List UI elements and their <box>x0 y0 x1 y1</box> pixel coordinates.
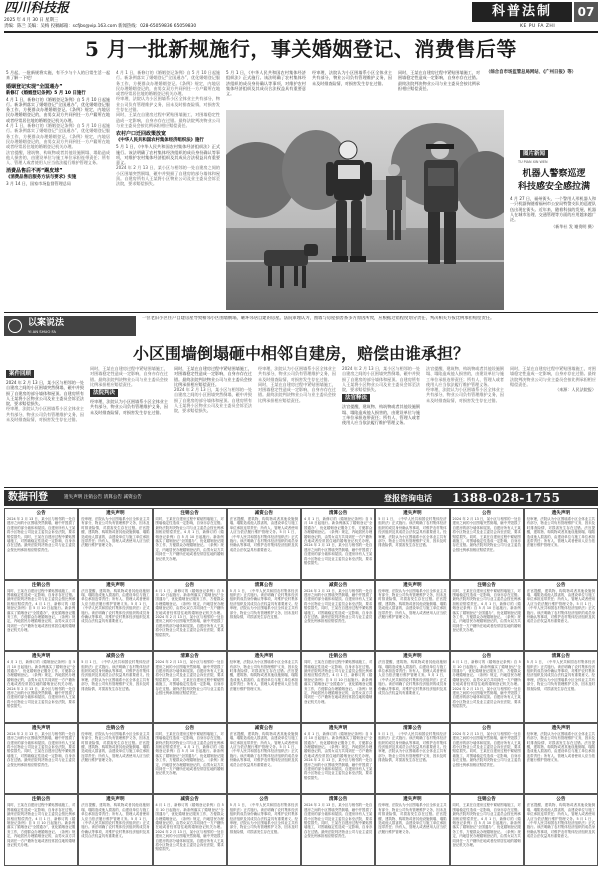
case-sub-law: 法官释法 <box>342 394 370 402</box>
classified-ad <box>4 580 78 652</box>
classified-ad-title: 公告 <box>482 654 492 660</box>
classified-ad-title: 遗失声明 <box>106 582 125 588</box>
classified-ad-body: 2024 年 2 月 13 日，某小区与相邻的一处自建房之间的小区围墙突然倒塌，砸中并毁损了自建房的部分墙体和屋顶。自建房所有人王某将小区物业公司及业主委员会诉至法院，要求赔偿损失。同时，王某在自建房过程中紧贴围墙施工，对围墙稳定性造成一定影响，自身亦存在过错。最终法院判决物业公司与业主委员会按比例承担相应赔偿责任。 <box>155 660 224 696</box>
classified-ad-title: 注销公告 <box>31 797 51 803</box>
classified-ad-title: 清算公告 <box>551 654 571 660</box>
classified-ad-body: 2024 年 2 月 13 日，某小区与相邻的一处自建房之间的小区围墙突然倒塌，砸中并毁损了自建房的部分墙体和屋顶。自建房所有人王某将小区物业公司及业主委员会诉至法院，要求赔偿损失。同时，王某在自建房过程中紧贴围墙施工，对围墙稳定性造成一定影响，自身亦存在过错。最终法院判决物业公司与业主委员会按比例承担相应赔偿责任。 <box>452 731 521 767</box>
case-body-f1: 经审理，法院认为小区围墙系小区全体业主共有部分，物业公司负有管理维护义务，因未及时排查险情，对损害发生存在过错。 <box>426 387 504 403</box>
classified-ad <box>524 508 598 580</box>
photo-news-text: 4 月 27 日，福州街头，一个警用人形机器人和一只机器狗随着福州市公安局特警支队的巡逻队伍出现在街头。近年来，随着科技的发展，机器人在城市治理、交通管理等方面的应用越来越广泛。 <box>510 196 596 223</box>
case-body-d1: 同时，王某在自建房过程中紧贴围墙施工，对围墙稳定性造成一定影响，自身亦存在过错。最终法院判决物业公司与业主委员会按比例承担相应赔偿责任。 <box>258 381 336 403</box>
classified-ad <box>4 651 78 723</box>
case-column-1 <box>6 370 84 484</box>
classified-ad-body: 同时，王某在自建房过程中紧贴围墙施工，对围墙稳定性造成一定影响，自身亦存在过错。最终法院判决物业公司与业主委员会按比例承担相应赔偿责任。4 月 1 日，新修订的《婚姻登记条例》自 5 月 10 日起施行。新条例落实了婚姻登记“全国通办”，优化婚姻登记服务工作，方便群众办理婚姻登记。《条例》规定，内地居民办理婚姻登记的，由男女双方共同到任一方户籍所在地或者经常居住地的婚姻登记机关办理。 <box>155 731 224 776</box>
classified-ad-title: 公告 <box>185 582 195 588</box>
classified-ad-body: 同时，王某在自建房过程中紧贴围墙施工，对围墙稳定性造成一定影响，自身亦存在过错。最终法院判决物业公司与业主委员会按比例承担相应赔偿责任。4 月 1 日，新修订的《婚姻登记条例》自 5 月 10 日起施行。新条例落实了婚姻登记“全国通办”，优化婚姻登记服务工作，方便群众办理婚姻登记。《条例》规定，内地居民办理婚姻登记的，由男女双方共同到任一方户籍所在地或者经常居住地的婚姻登记机关办理。 <box>452 803 521 848</box>
classified-ad-title: 注销公告 <box>477 797 496 803</box>
classified-ad <box>450 651 524 723</box>
classified-ad-body: 经审理，法院认为小区围墙系小区全体业主共有部分，物业公司负有管理维护义务，因未及时排查险情，对损害发生存在过错。法官提醒，建筑物、构筑物或者其他设施倒塌、塌陷造成他人损害的，由建设单位与施工单位承担连带责任；所有人、管理人或者使用人应当依法履行维护管理义务。 <box>81 731 150 763</box>
classified-ad-body: 4 月 1 日，新修订的《婚姻登记条例》自 5 月 10 日起施行。新条例落实了婚姻登记“全国通办”，优化婚姻登记服务工作，方便群众办理婚姻登记。《条例》规定，内地居民办理婚姻登记的，由男女双方共同到任一方户籍所在地或者经常居住地的婚姻登记机关办理。2024 年 2 月 13 日，某小区与相邻的一处自建房之间的小区围墙突然倒塌，砸中并毁损了自建房的部分墙体和屋顶。自建房所有人王某将小区物业公司及业主委员会诉至法院，要求赔偿损失。 <box>7 660 76 709</box>
classified-ad <box>4 794 78 866</box>
classified-ad-title: 遗失声明 <box>31 654 51 660</box>
classified-ad-body: 经审理，法院认为小区围墙系小区全体业主共有部分，物业公司负有管理维护义务，因未及时排查险情，对损害发生存在过错。法官提醒，建筑物、构筑物或者其他设施倒塌、塌陷造成他人损害的，由建设单位与施工单位承担连带责任；所有人、管理人或者使用人应当依法履行维护管理义务。 <box>378 803 447 834</box>
classified-ad-body: 经审理，法院认为小区围墙系小区全体业主共有部分，物业公司负有管理维护义务，因未及时排查险情，对损害发生存在过错。法官提醒，建筑物、构筑物或者其他设施倒塌、塌陷造成他人损害的，由建设单位与施工单位承担连带责任；所有人、管理人或者使用人应当依法履行维护管理义务。 <box>526 517 595 548</box>
case-column-label <box>4 316 136 336</box>
case-body-g0: 同时，王某在自建房过程中紧贴围墙施工，对围墙稳定性造成一定影响，自身亦存在过错。最终法院判决物业公司与业主委员会按比例承担相应赔偿责任。 <box>510 366 596 387</box>
classified-ad-body: 2024 年 2 月 13 日，某小区与相邻的一处自建房之间的小区围墙突然倒塌，砸中并毁损了自建房的部分墙体和屋顶。自建房所有人王某将小区物业公司及业主委员会诉至法院，要求赔偿损失。同时，王某在自建房过程中紧贴围墙施工，对围墙稳定性造成一定影响，自身亦存在过错。最终法院判决物业公司与业主委员会按比例承担相应赔偿责任。 <box>304 588 373 624</box>
lead-sub1: 婚姻登记实现“全国通办” <box>6 83 63 90</box>
case-body-d0: 经审理，法院认为小区围墙系小区全体业主共有部分，物业公司负有管理维护义务，因未及时排查险情，对损害发生存在过错。 <box>258 366 336 382</box>
case-column-5 <box>342 366 420 484</box>
case-column-6 <box>426 366 504 484</box>
section-pinyin: KE PU FA ZHI <box>520 24 556 29</box>
classified-ad-body: 5 月 1 日，《中华人民共和国农村集体经济组织法》正式施行。该法明确了农村集体经济组织的成员身份确认等事项，对维护农村集体经济组织及其成员合法权益具有重要意义。经审理，法院认为小区围墙系小区全体业主共有部分，物业公司负有管理维护义务，因未及时排查险情，对损害发生存在过错。 <box>229 588 298 620</box>
robot-police-photo <box>226 110 504 310</box>
classified-ad <box>227 651 301 723</box>
classified-ad-body: 4 月 1 日，新修订的《婚姻登记条例》自 5 月 10 日起施行。新条例落实了婚姻登记“全国通办”，优化婚姻登记服务工作，方便群众办理婚姻登记。《条例》规定，内地居民办理婚姻登记的，由男女双方共同到任一方户籍所在地或者经常居住地的婚姻登记机关办理。2024 年 2 月 13 日，某小区与相邻的一处自建房之间的小区围墙突然倒塌，砸中并毁损了自建房的部分墙体和屋顶。自建房所有人王某将小区物业公司及业主委员会诉至法院，要求赔偿损失。 <box>155 588 224 637</box>
classifieds-banner-title: 数据刊登 <box>8 492 48 503</box>
classified-ad-title: 遗失声明 <box>403 511 422 516</box>
lead-body2-cont2: 经审理，法院认为小区围墙系小区全体业主共有部分，物业公司负有管理维护义务，因未及时排查险情，对损害发生存在过错。 <box>116 96 220 113</box>
lead-body1: 4 月 1 日，新修订的《婚姻登记条例》自 5 月 10 日起施行。新条例落实了婚姻登记“全国通办”，优化婚姻登记服务工作，方便群众办理婚姻登记。《条例》规定，内地居民办理婚姻登记的，由男女双方共同到任一方户籍所在地或者经常居住地的婚姻登记机关办理。 <box>6 96 110 123</box>
classified-ad-body: 同时，王某在自建房过程中紧贴围墙施工，对围墙稳定性造成一定影响，自身亦存在过错。最终法院判决物业公司与业主委员会按比例承担相应赔偿责任。4 月 1 日，新修订的《婚姻登记条例》自 5 月 10 日起施行。新条例落实了婚姻登记“全国通办”，优化婚姻登记服务工作，方便群众办理婚姻登记。《条例》规定，内地居民办理婚姻登记的，由男女双方共同到任一方户籍所在地或者经常居住地的婚姻登记机关办理。 <box>452 588 521 633</box>
classified-ad-body: 5 月 1 日，《中华人民共和国农村集体经济组织法》正式施行。该法明确了农村集体经济组织的成员身份确认等事项，对维护农村集体经济组织及其成员合法权益具有重要意义。经审理，法院认为小区围墙系小区全体业主共有部分，物业公司负有管理维护义务，因未及时排查险情，对损害发生存在过错。 <box>378 517 447 548</box>
classified-ad-title: 公告 <box>36 511 46 516</box>
classified-ad <box>524 794 598 866</box>
robot-photo-illustration <box>226 110 504 310</box>
classified-ad <box>227 723 301 795</box>
case-body-a2: 同时，王某在自建房过程中紧贴围墙施工，对围墙稳定性造成一定影响，自身亦存在过错。最终法院判决物业公司与业主委员会按比例承担相应赔偿责任。 <box>90 366 168 387</box>
classified-ad-title: 公告 <box>185 725 195 731</box>
classified-ad-title: 遗失声明 <box>403 582 422 588</box>
lead-sub1b: 新修订《婚姻登记条例》5 月 10 日施行 <box>6 90 86 96</box>
classified-ad-body: 法官提醒，建筑物、构筑物或者其他设施倒塌、塌陷造成他人损害的，由建设单位与施工单位承担连带责任；所有人、管理人或者使用人应当依法履行维护管理义务。5 月 1 日，《中华人民共和国农村集体经济组织法》正式施行。该法明确了农村集体经济组织的成员身份确认等事项，对维护农村集体经济组织及其成员合法权益具有重要意义。 <box>378 660 447 696</box>
classified-ad-title: 遗失声明 <box>254 654 274 660</box>
editor-line: 责编：陈兰 美编：吴梅 投稿邮箱：scfjbs@vip.163.com 新闻热线：028-65059836 65059830 <box>4 24 197 29</box>
case-column-2 <box>90 366 168 484</box>
classified-ad-title: 注销公告 <box>31 582 51 588</box>
classified-ad-title: 清算公告 <box>403 725 422 731</box>
classified-ad-title: 减资公告 <box>106 654 125 660</box>
classified-ad-title: 遗失声明 <box>31 725 51 731</box>
classified-ad-body: 法官提醒，建筑物、构筑物或者其他设施倒塌、塌陷造成他人损害的，由建设单位与施工单位承担连带责任；所有人、管理人或者使用人应当依法履行维护管理义务。5 月 1 日，《中华人民共和国农村集体经济组织法》正式施行。该法明确了农村集体经济组织的成员身份确认等事项，对维护农村集体经济组织及其成员合法权益具有重要意义。 <box>229 517 298 552</box>
classified-ad-title: 减资公告 <box>180 797 199 803</box>
classified-ad-title: 遗失声明 <box>403 654 422 660</box>
lead-column-1 <box>6 70 110 307</box>
classified-ad-body: 5 月 1 日，《中华人民共和国农村集体经济组织法》正式施行。该法明确了农村集体经济组织的成员身份确认等事项，对维护农村集体经济组织及其成员合法权益具有重要意义。经审理，法院认为小区围墙系小区全体业主共有部分，物业公司负有管理维护义务，因未及时排查险情，对损害发生存在过错。 <box>81 660 150 691</box>
classified-ad-title: 遗失声明 <box>328 725 348 731</box>
classified-ad-body: 2024 年 2 月 13 日，某小区与相邻的一处自建房之间的小区围墙突然倒塌，砸中并毁损了自建房的部分墙体和屋顶。自建房所有人王某将小区物业公司及业主委员会诉至法院，要求赔偿损失。同时，王某在自建房过程中紧贴围墙施工，对围墙稳定性造成一定影响，自身亦存在过错。最终法院判决物业公司与业主委员会按比例承担相应赔偿责任。 <box>7 731 76 767</box>
hotline-number: 1388-028-1755 <box>452 491 561 505</box>
classified-ad-body: 法官提醒，建筑物、构筑物或者其他设施倒塌、塌陷造成他人损害的，由建设单位与施工单位承担连带责任；所有人、管理人或者使用人应当依法履行维护管理义务。5 月 1 日，《中华人民共和国农村集体经济组织法》正式施行。该法明确了农村集体经济组织的成员身份确认等事项，对维护农村集体经济组织及其成员合法权益具有重要意义。 <box>81 588 150 624</box>
classified-ad <box>301 723 375 795</box>
classified-ad-body: 法官提醒，建筑物、构筑物或者其他设施倒塌、塌陷造成他人损害的，由建设单位与施工单位承担连带责任；所有人、管理人或者使用人应当依法履行维护管理义务。5 月 1 日，《中华人民共和国农村集体经济组织法》正式施行。该法明确了农村集体经济组织的成员身份确认等事项，对维护农村集体经济组织及其成员合法权益具有重要意义。 <box>81 803 150 839</box>
case-body-d: 法官提醒，建筑物、构筑物或者其他设施倒塌、塌陷造成他人损害的，由建设单位与施工单位承担连带责任；所有人、管理人或者使用人应当依法履行维护管理义务。 <box>342 404 420 426</box>
classified-ad-body: 经审理，法院认为小区围墙系小区全体业主共有部分，物业公司负有管理维护义务，因未及时排查险情，对损害发生存在过错。法官提醒，建筑物、构筑物或者其他设施倒塌、塌陷造成他人损害的，由建设单位与施工单位承担连带责任；所有人、管理人或者使用人应当依法履行维护管理义务。 <box>526 731 595 763</box>
classified-ad <box>78 508 152 580</box>
classified-ad-body: 2024 年 2 月 13 日，某小区与相邻的一处自建房之间的小区围墙突然倒塌，砸中并毁损了自建房的部分墙体和屋顶。自建房所有人王某将小区物业公司及业主委员会诉至法院，要求赔偿损失。同时，王某在自建房过程中紧贴围墙施工，对围墙稳定性造成一定影响，自身亦存在过错。最终法院判决物业公司与业主委员会按比例承担相应赔偿责任。 <box>452 517 521 552</box>
lead-body3-cont: 2024 年 2 月 13 日，某小区与相邻的一处自建房之间的小区围墙突然倒塌，砸中并毁损了自建房的部分墙体和屋顶。自建房所有人王某将小区物业公司及业主委员会诉至法院，要求赔偿损失。 <box>116 165 220 187</box>
classified-ad <box>375 723 449 795</box>
case-sub-ruling: 法院判决 <box>90 389 118 397</box>
classified-ad <box>524 580 598 652</box>
case-column-3 <box>174 366 252 484</box>
classified-ad-title: 公告 <box>556 582 566 588</box>
classified-ad <box>301 580 375 652</box>
gavel-icon <box>8 319 22 333</box>
lead-sub2: 消费品售后不再“踢皮球” <box>6 168 63 175</box>
photo-news-headline-2: 科技感安全感拉满 <box>517 182 590 192</box>
classified-ad <box>375 508 449 580</box>
case-column-7 <box>510 366 596 484</box>
photo-news-label: 图片新闻 <box>520 150 548 158</box>
lead-sub2b: 《消费品售后服务方法与要求》实施 <box>6 175 77 181</box>
classified-ad-body: 同时，王某在自建房过程中紧贴围墙施工，对围墙稳定性造成一定影响，自身亦存在过错。最终法院判决物业公司与业主委员会按比例承担相应赔偿责任。4 月 1 日，新修订的《婚姻登记条例》自 5 月 10 日起施行。新条例落实了婚姻登记“全国通办”，优化婚姻登记服务工作，方便群众办理婚姻登记。《条例》规定，内地居民办理婚姻登记的，由男女双方共同到任一方户籍所在地或者经常居住地的婚姻登记机关办理。 <box>155 517 224 561</box>
classified-ad <box>375 580 449 652</box>
classified-ad-title: 清算公告 <box>180 654 199 660</box>
classifieds-banner-sub: 遗失声明 注销公告 清算公告 减资公告 <box>64 495 142 500</box>
lead-body1-cont2: 法官提醒，建筑物、构筑物或者其他设施倒塌、塌陷造成他人损害的，由建设单位与施工单位承担连带责任；所有人、管理人或者使用人应当依法履行维护管理义务。 <box>6 149 110 166</box>
classifieds-banner <box>4 490 598 506</box>
lead-column-4-top: 经审理，法院认为小区围墙系小区全体业主共有部分，物业公司负有管理维护义务，因未及时排查险情，对损害发生存在过错。 <box>312 70 392 86</box>
case-credit: （来源：人民法院报） <box>555 387 596 393</box>
classified-ad <box>375 794 449 866</box>
case-body-e0: 2024 年 2 月 13 日，某小区与相邻的一处自建房之间的小区围墙突然倒塌，砸中并毁损了自建房的部分墙体和屋顶。自建房所有人王某将小区物业公司及业主委员会诉至法院，要求赔偿损失。 <box>342 366 420 393</box>
classified-ad-body: 4 月 1 日，新修订的《婚姻登记条例》自 5 月 10 日起施行。新条例落实了婚姻登记“全国通办”，优化婚姻登记服务工作，方便群众办理婚姻登记。《条例》规定，内地居民办理婚姻登记的，由男女双方共同到任一方户籍所在地或者经常居住地的婚姻登记机关办理。2024 年 2 月 13 日，某小区与相邻的一处自建房之间的小区围墙突然倒塌，砸中并毁损了自建房的部分墙体和屋顶。自建房所有人王某将小区物业公司及业主委员会诉至法院，要求赔偿损失。 <box>304 517 373 566</box>
classified-ad-title: 公告 <box>259 797 269 803</box>
case-body-c: 同时，王某在自建房过程中紧贴围墙施工，对围墙稳定性造成一定影响，自身亦存在过错。最终法院判决物业公司与业主委员会按比例承担相应赔偿责任。 <box>174 366 252 387</box>
classified-ad <box>524 651 598 723</box>
classified-ad <box>78 723 152 795</box>
case-body-b: 经审理，法院认为小区围墙系小区全体业主共有部分，物业公司负有管理维护义务，因未及时排查险情，对损害发生存在过错。 <box>90 399 168 415</box>
classified-ad <box>301 794 375 866</box>
classified-ad <box>78 794 152 866</box>
classified-ad <box>301 651 375 723</box>
classified-ad-title: 清算公告 <box>328 511 348 516</box>
classified-ad-title: 注销公告 <box>477 582 496 588</box>
lead-column-3-top: 5 月 1 日，《中华人民共和国农村集体经济组织法》正式施行。该法明确了农村集体经济组织的成员身份确认等事项，对维护农村集体经济组织及其成员合法权益具有重要意义。 <box>226 70 306 97</box>
classified-ad-title: 清算公告 <box>328 797 348 803</box>
classified-ad-body: 法官提醒，建筑物、构筑物或者其他设施倒塌、塌陷造成他人损害的，由建设单位与施工单位承担连带责任；所有人、管理人或者使用人应当依法履行维护管理义务。5 月 1 日，《中华人民共和国农村集体经济组织法》正式施行。该法明确了农村集体经济组织的成员身份确认等事项，对维护农村集体经济组织及其成员合法权益具有重要意义。 <box>526 803 595 839</box>
classified-ad-title: 注销公告 <box>106 725 125 731</box>
masthead-rule <box>4 31 598 33</box>
classified-ad-title: 注销公告 <box>328 654 348 660</box>
case-body-f0: 法官提醒，建筑物、构筑物或者其他设施倒塌、塌陷造成他人损害的，由建设单位与施工单位承担连带责任；所有人、管理人或者使用人应当依法履行维护管理义务。 <box>426 366 504 387</box>
classified-ad <box>153 651 227 723</box>
case-body-a-cont: 经审理，法院认为小区围墙系小区全体业主共有部分，物业公司负有管理维护义务，因未及时排查险情，对损害发生存在过错。 <box>6 406 84 423</box>
classified-ad-body: 法官提醒，建筑物、构筑物或者其他设施倒塌、塌陷造成他人损害的，由建设单位与施工单位承担连带责任；所有人、管理人或者使用人应当依法履行维护管理义务。5 月 1 日，《中华人民共和国农村集体经济组织法》正式施行。该法明确了农村集体经济组织的成员身份确认等事项，对维护农村集体经济组织及其成员合法权益具有重要意义。 <box>229 731 298 767</box>
classified-ad-body: 5 月 1 日，《中华人民共和国农村集体经济组织法》正式施行。该法明确了农村集体经济组织的成员身份确认等事项，对维护农村集体经济组织及其成员合法权益具有重要意义。经审理，法院认为小区围墙系小区全体业主共有部分，物业公司负有管理维护义务，因未及时排查险情，对损害发生存在过错。 <box>378 731 447 763</box>
classified-ad <box>78 580 152 652</box>
classified-ad-title: 遗失声明 <box>106 797 125 803</box>
classified-ad-title: 减资公告 <box>254 725 274 731</box>
date-line: 2025 年 4 月 30 日 星期三 <box>4 18 59 23</box>
classified-ad-body: 经审理，法院认为小区围墙系小区全体业主共有部分，物业公司负有管理维护义务，因未及时排查险情，对损害发生存在过错。法官提醒，建筑物、构筑物或者其他设施倒塌、塌陷造成他人损害的，由建设单位与施工单位承担连带责任；所有人、管理人或者使用人应当依法履行维护管理义务。 <box>229 660 298 691</box>
section-title-box <box>472 2 572 22</box>
classified-ad-title: 清算公告 <box>254 582 274 588</box>
newspaper-logo: 四川科技报 <box>4 1 70 16</box>
classified-ad <box>153 508 227 580</box>
photo-news-body <box>510 196 596 300</box>
classified-ad <box>450 723 524 795</box>
case-headline: 小区围墙倒塌砸中相邻自建房，赔偿由谁承担？ <box>132 344 469 363</box>
classified-ad-body: 4 月 1 日，新修订的《婚姻登记条例》自 5 月 10 日起施行。新条例落实了婚姻登记“全国通办”，优化婚姻登记服务工作，方便群众办理婚姻登记。《条例》规定，内地居民办理婚姻登记的，由男女双方共同到任一方户籍所在地或者经常居住地的婚姻登记机关办理。2024 年 2 月 13 日，某小区与相邻的一处自建房之间的小区围墙突然倒塌，砸中并毁损了自建房的部分墙体和屋顶。自建房所有人王某将小区物业公司及业主委员会诉至法院，要求赔偿损失。 <box>452 660 521 709</box>
classified-ad-title: 减资公告 <box>328 582 348 588</box>
lead-intro: 5 月起，一批新规将实施，有不少与个人的日常生活一起来了解一下吧！ <box>6 70 110 81</box>
lead-body2-cont: 4 月 1 日，新修订的《婚姻登记条例》自 5 月 10 日起施行。新条例落实了婚姻登记“全国通办”，优化婚姻登记服务工作，方便群众办理婚姻登记。《条例》规定，内地居民办理婚姻登记的，由男女双方共同到任一方户籍所在地或者经常居住地的婚姻登记机关办理。 <box>116 70 220 97</box>
classified-ad-title: 减资公告 <box>254 511 274 516</box>
classified-ad-body: 4 月 1 日，新修订的《婚姻登记条例》自 5 月 10 日起施行。新条例落实了婚姻登记“全国通办”，优化婚姻登记服务工作，方便群众办理婚姻登记。《条例》规定，内地居民办理婚姻登记的，由男女双方共同到任一方户籍所在地或者经常居住地的婚姻登记机关办理。2024 年 2 月 13 日，某小区与相邻的一处自建房之间的小区围墙突然倒塌，砸中并毁损了自建房的部分墙体和屋顶。自建房所有人王某将小区物业公司及业主委员会诉至法院，要求赔偿损失。 <box>155 803 224 852</box>
lead-headline: 5 月一批新规施行，事关婚姻登记、消费售后等 <box>85 37 517 61</box>
classified-ad <box>450 580 524 652</box>
lead-body2-cont3: 同时，王某在自建房过程中紧贴围墙施工，对围墙稳定性造成一定影响，自身亦存在过错。最终法院判决物业公司与业主委员会按比例承担相应赔偿责任。 <box>116 112 220 128</box>
classified-ad-title: 公告 <box>556 797 566 803</box>
case-sub-review: 案件回顾 <box>6 370 34 378</box>
case-label-pinyin: YI AN SHUO FA <box>28 329 56 334</box>
classified-ad-body: 法官提醒，建筑物、构筑物或者其他设施倒塌、塌陷造成他人损害的，由建设单位与施工单位承担连带责任；所有人、管理人或者使用人应当依法履行维护管理义务。5 月 1 日，《中华人民共和国农村集体经济组织法》正式施行。该法明确了农村集体经济组织的成员身份确认等事项，对维护农村集体经济组织及其成员合法权益具有重要意义。 <box>526 588 595 624</box>
classified-ad-title: 公告 <box>482 511 492 516</box>
lead-column-2 <box>116 70 220 307</box>
lead-body1-cont: 4 月 1 日，新修订的《婚姻登记条例》自 5 月 10 日起施行。新条例落实了婚姻登记“全国通办”，优化婚姻登记服务工作，方便群众办理婚姻登记。《条例》规定，内地居民办理婚姻登记的，由男女双方共同到任一方户籍所在地或者经常居住地的婚姻登记机关办理。 <box>6 123 110 150</box>
classified-ad <box>153 794 227 866</box>
classified-ad <box>4 723 78 795</box>
classified-ad-grid <box>4 508 598 866</box>
classified-ad-title: 遗失声明 <box>106 511 125 516</box>
classified-ad <box>227 794 301 866</box>
section-title: 科普法制 <box>491 4 552 19</box>
classified-ad-body: 经审理，法院认为小区围墙系小区全体业主共有部分，物业公司负有管理维护义务，因未及时排查险情，对损害发生存在过错。法官提醒，建筑物、构筑物或者其他设施倒塌、塌陷造成他人损害的，由建设单位与施工单位承担连带责任；所有人、管理人或者使用人应当依法履行维护管理义务。 <box>81 517 150 548</box>
classified-ad-body: 同时，王某在自建房过程中紧贴围墙施工，对围墙稳定性造成一定影响，自身亦存在过错。最终法院判决物业公司与业主委员会按比例承担相应赔偿责任。4 月 1 日，新修订的《婚姻登记条例》自 5 月 10 日起施行。新条例落实了婚姻登记“全国通办”，优化婚姻登记服务工作，方便群众办理婚姻登记。《条例》规定，内地居民办理婚姻登记的，由男女双方共同到任一方户籍所在地或者经常居住地的婚姻登记机关办理。 <box>7 803 76 848</box>
classified-ad <box>153 723 227 795</box>
classified-ad <box>524 723 598 795</box>
lead-source: （综合自市场监管总局网站、《广州日报》等） <box>486 70 577 75</box>
case-summary: 一位老旧小区住户自建房屋导致相邻小区围墙倒塌，砸坏邻居自建的房屋。法院审理认为，围墙与房屋损害系多方原因所致，应根据过错程度划分责任，判决相关方按比例承担赔偿责任。 <box>142 316 495 321</box>
classified-ad-body: 同时，王某在自建房过程中紧贴围墙施工，对围墙稳定性造成一定影响，自身亦存在过错。最终法院判决物业公司与业主委员会按比例承担相应赔偿责任。4 月 1 日，新修订的《婚姻登记条例》自 5 月 10 日起施行。新条例落实了婚姻登记“全国通办”，优化婚姻登记服务工作，方便群众办理婚姻登记。《条例》规定，内地居民办理婚姻登记的，由男女双方共同到任一方户籍所在地或者经常居住地的婚姻登记机关办理。 <box>304 660 373 704</box>
case-body-c2: 2024 年 2 月 13 日，某小区与相邻的一处自建房之间的小区围墙突然倒塌，砸中并毁损了自建房的部分墙体和屋顶。自建房所有人王某将小区物业公司及业主委员会诉至法院，要求赔偿损失。 <box>174 387 252 414</box>
classified-ad-title: 公告 <box>482 725 492 731</box>
lead-column-5-top: 同时，王某在自建房过程中紧贴围墙施工，对围墙稳定性造成一定影响，自身亦存在过错。最终法院判决物业公司与业主委员会按比例承担相应赔偿责任。 <box>398 70 480 91</box>
classified-ad-body: 经审理，法院认为小区围墙系小区全体业主共有部分，物业公司负有管理维护义务，因未及时排查险情，对损害发生存在过错。法官提醒，建筑物、构筑物或者其他设施倒塌、塌陷造成他人损害的，由建设单位与施工单位承担连带责任；所有人、管理人或者使用人应当依法履行维护管理义务。 <box>378 588 447 620</box>
classified-ad <box>78 651 152 723</box>
lead-body3: 5 月 1 日，《中华人民共和国农村集体经济组织法》正式施行。该法明确了农村集体经济组织的成员身份确认等事项，对维护农村集体经济组织及其成员合法权益具有重要意义。 <box>116 144 220 166</box>
lead-body2: 3 月 14 日，国家市场监督管理总局 <box>6 181 71 187</box>
classified-ad-title: 遗失声明 <box>403 797 422 803</box>
case-label-text: 以案说法 <box>28 318 65 328</box>
classified-ad-body: 4 月 1 日，新修订的《婚姻登记条例》自 5 月 10 日起施行。新条例落实了婚姻登记“全国通办”，优化婚姻登记服务工作，方便群众办理婚姻登记。《条例》规定，内地居民办理婚姻登记的，由男女双方共同到任一方户籍所在地或者经常居住地的婚姻登记机关办理。2024 年 2 月 13 日，某小区与相邻的一处自建房之间的小区围墙突然倒塌，砸中并毁损了自建房的部分墙体和屋顶。自建房所有人王某将小区物业公司及业主委员会诉至法院，要求赔偿损失。 <box>304 731 373 780</box>
classified-ad <box>227 580 301 652</box>
lead-sub3b: 《中华人民共和国农村集体经济组织法》施行 <box>116 138 204 144</box>
classified-ad-body: 5 月 1 日，《中华人民共和国农村集体经济组织法》正式施行。该法明确了农村集体经济组织的成员身份确认等事项，对维护农村集体经济组织及其成员合法权益具有重要意义。经审理，法院认为小区围墙系小区全体业主共有部分，物业公司负有管理维护义务，因未及时排查险情，对损害发生存在过错。 <box>229 803 298 834</box>
classified-ad-body: 2024 年 2 月 13 日，某小区与相邻的一处自建房之间的小区围墙突然倒塌，砸中并毁损了自建房的部分墙体和屋顶。自建房所有人王某将小区物业公司及业主委员会诉至法院，要求赔偿损失。同时，王某在自建房过程中紧贴围墙施工，对围墙稳定性造成一定影响，自身亦存在过错。最终法院判决物业公司与业主委员会按比例承担相应赔偿责任。 <box>7 517 76 552</box>
classified-ad <box>227 508 301 580</box>
classified-ad <box>375 651 449 723</box>
case-bottom-rule <box>4 487 598 488</box>
classified-ad <box>153 580 227 652</box>
photo-news-pinyin: TU PIAN XIN WEN <box>518 160 548 164</box>
case-column-4 <box>258 366 336 484</box>
lead-sub3: 农村户口迁回政策放宽 <box>116 131 167 138</box>
page-number: 07 <box>574 2 598 22</box>
hotline-label: 登报咨询电话 <box>384 493 432 503</box>
photo-news-headline-1: 机器人警察巡逻 <box>522 169 586 179</box>
classified-ad <box>4 508 78 580</box>
classified-ad-body: 同时，王某在自建房过程中紧贴围墙施工，对围墙稳定性造成一定影响，自身亦存在过错。最终法院判决物业公司与业主委员会按比例承担相应赔偿责任。4 月 1 日，新修订的《婚姻登记条例》自 5 月 10 日起施行。新条例落实了婚姻登记“全国通办”，优化婚姻登记服务工作，方便群众办理婚姻登记。《条例》规定，内地居民办理婚姻登记的，由男女双方共同到任一方户籍所在地或者经常居住地的婚姻登记机关办理。 <box>7 588 76 633</box>
photo-news-credit: （新华社 发 谢贵明 摄） <box>551 224 596 230</box>
lead-bottom-rule <box>4 312 598 313</box>
classified-ad-body: 5 月 1 日，《中华人民共和国农村集体经济组织法》正式施行。该法明确了农村集体经济组织的成员身份确认等事项，对维护农村集体经济组织及其成员合法权益具有重要意义。经审理，法院认为小区围墙系小区全体业主共有部分，物业公司负有管理维护义务，因未及时排查险情，对损害发生存在过错。 <box>526 660 595 691</box>
classified-ad <box>450 508 524 580</box>
classified-ad-body: 2024 年 2 月 13 日，某小区与相邻的一处自建房之间的小区围墙突然倒塌，砸中并毁损了自建房的部分墙体和屋顶。自建房所有人王某将小区物业公司及业主委员会诉至法院，要求赔偿损失。同时，王某在自建房过程中紧贴围墙施工，对围墙稳定性造成一定影响，自身亦存在过错。最终法院判决物业公司与业主委员会按比例承担相应赔偿责任。 <box>304 803 373 839</box>
classified-ad <box>450 794 524 866</box>
classified-ad-title: 遗失声明 <box>551 511 571 516</box>
classified-ad-title: 注销公告 <box>180 511 199 516</box>
case-body-a: 2024 年 2 月 13 日，某小区与相邻的一处自建房之间的小区围墙突然倒塌，砸中并毁损了自建房的部分墙体和屋顶。自建房所有人王某将小区物业公司及业主委员会诉至法院，要求赔偿损失。 <box>6 380 84 407</box>
classified-ad-title: 遗失声明 <box>551 725 571 731</box>
classified-ad <box>301 508 375 580</box>
